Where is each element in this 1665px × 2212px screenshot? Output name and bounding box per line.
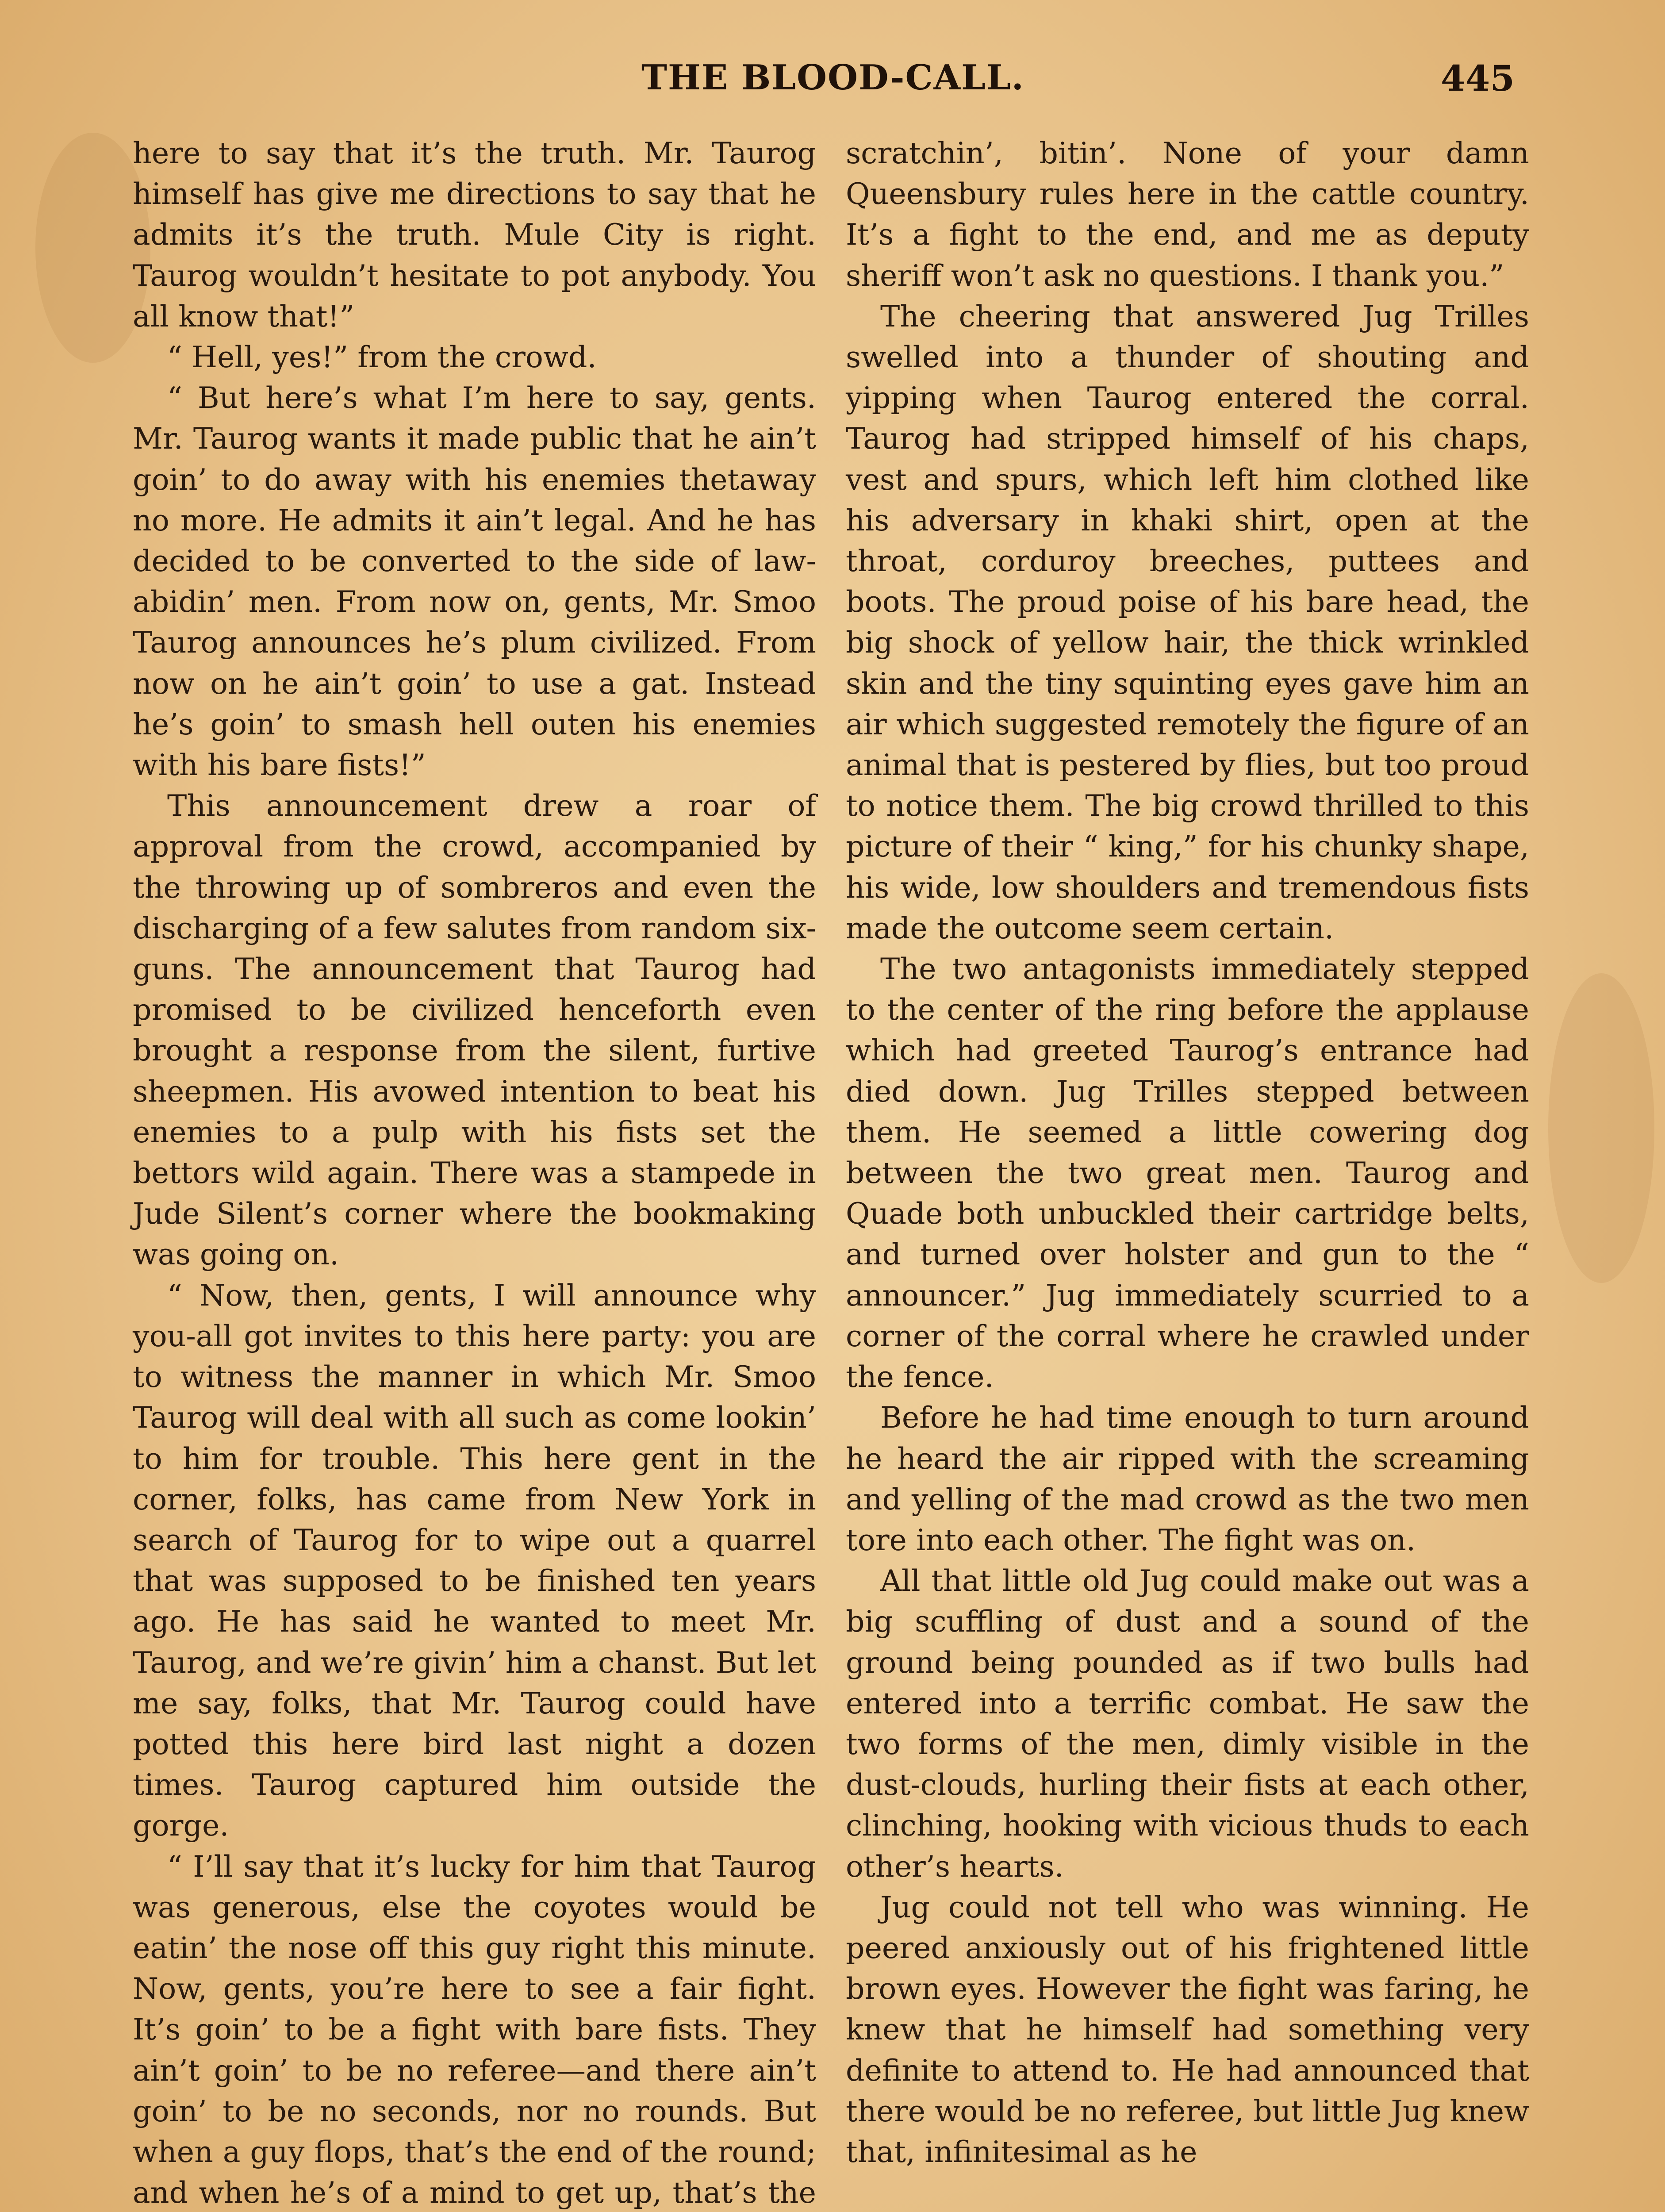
- paragraph: Jug could not tell who was winning. He peered anxiously out of his frightened little brown eyes. However the fight was faring, he knew that he himself had something very definite to attend to. He had announced that there would be no referee, but little Jug knew that, infinitesimal as he: [846, 1889, 1529, 2169]
- running-title: THE BLOOD-CALL.: [641, 58, 1024, 98]
- paragraph: The two antagonists immediately stepped to the center of the ring before the applause which had greeted Taurog’s entrance had died down. Jug Trilles stepped between them. He seemed a little cowering dog between the two great men. Taurog and Quade both unbuckled their cartridge belts, and turned over holster and gun to the “ announcer.” Jug immediately scurried to a corner of the corral where he crawled under the fence.: [846, 952, 1529, 1394]
- paragraph: The cheering that answered Jug Trilles swelled into a thunder of shouting and yipping when Taurog entered the corral. Taurog had stripped himself of his chaps, vest and spurs, which left him clothed like his adversary in khaki shirt, open at the throat, corduroy breeches, puttees and boots. The proud poise of his bare head, the big shock of yellow hair, the thick wrinkled skin and the tiny squinting eyes gave him an air which suggested remotely the figure of an animal that is pestered by flies, but too proud to notice them. The big crowd thrilled to this picture of their “ king,” for his chunky shape, his wide, low shoulders and tremendous fists made the outcome seem certain.: [846, 299, 1529, 945]
- paragraph: Before he had time enough to turn around he heard the air ripped with the screaming and yelling of the mad crowd as the two men tore into each other. The fight was on.: [846, 1400, 1529, 1557]
- page-header: [0, 58, 1665, 106]
- right-text-column: [846, 133, 1529, 2172]
- page-number: 445: [1441, 58, 1515, 99]
- paragraph: All that little old Jug could make out was a big scuffling of dust and a sound of the ground being pounded as if two bulls had entered into a terrific combat. He saw the two forms of the men, dimly visible in the dust-clouds, hurling their fists at each other, clinching, hooking with vicious thuds to each other’s hearts.: [846, 1563, 1529, 1884]
- paragraph: This announcement drew a roar of approval from the crowd, accompanied by the throwing up of sombreros and even the discharging of a few salutes from random six-guns. The announcement that Taurog had promised to be civilized henceforth even brought a response from the silent, furtive sheepmen. His avowed intention to beat his enemies to a pulp with his fists set the bettors wild again. There was a stampede in Jude Silent’s corner where the bookmaking was going on.: [133, 788, 816, 1272]
- paragraph: “ I’ll say that it’s lucky for him that Taurog was generous, else the coyotes would be eatin’ the nose off this guy right this minute. Now, gents, you’re here to see a fair fight. It’s goin’ to be a fight with bare fists. They ain’t goin’ to be no referee—and there ain’t goin’ to be no seconds, nor no rounds. But when a guy flops, that’s the end of the round; and when he’s of a mind to get up, that’s the: [133, 1849, 816, 2210]
- paragraph: “ But here’s what I’m here to say, gents. Mr. Taurog wants it made public that he ain’t goin’ to do away with his enemies thetaway no more. He admits it ain’t legal. And he has decided to be converted to the side of law-abidin’ men. From now on, gents, Mr. Smoo Taurog announces he’s plum civilized. From now on he ain’t goin’ to use a gat. Instead he’s goin’ to smash hell outen his enemies with his bare fists!”: [133, 380, 816, 783]
- paragraph: “ Now, then, gents, I will announce why you-all got invites to this here party: you are to witness the manner in which Mr. Smoo Taurog will deal with all such as come lookin’ to him for trouble. This here gent in the corner, folks, has came from New York in search of Taurog for to wipe out a quarrel that was supposed to be finished ten years ago. He has said he wanted to meet Mr. Taurog, and we’re givin’ him a chanst. But let me say, folks, that Mr. Taurog could have potted this here bird last night a dozen times. Taurog captured him outside the gorge.: [133, 1278, 816, 1843]
- paragraph: scratchin’, bitin’. None of your damn Queensbury rules here in the cattle country. It’s a fight to the end, and me as deputy sheriff won’t ask no questions. I thank you.”: [846, 136, 1529, 293]
- left-text-column: [133, 133, 816, 2212]
- paper-stain: [1548, 973, 1654, 1283]
- paragraph: “ Hell, yes!” from the crowd.: [167, 340, 597, 375]
- paragraph: here to say that it’s the truth. Mr. Taurog himself has give me directions to say that he admits it’s the truth. Mule City is right. Taurog wouldn’t hesitate to pot anybody. You all know that!”: [133, 136, 816, 334]
